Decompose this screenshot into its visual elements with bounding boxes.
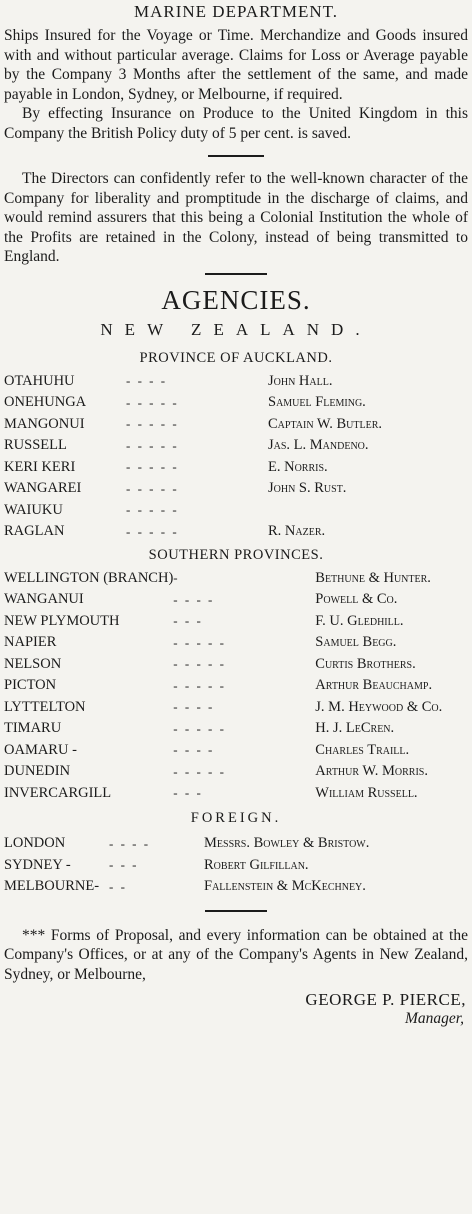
agent-agent: Powell & Co. (315, 591, 398, 608)
agent-dots: - - - - - (126, 502, 179, 518)
agent-dots: - - - - (126, 373, 168, 389)
agent-row (4, 457, 468, 479)
agent-row (4, 392, 468, 414)
auckland-heading: PROVINCE OF AUCKLAND. (139, 349, 333, 366)
agent-row (4, 568, 468, 590)
agent-agent: Messrs. Bowley & Bristow. (204, 835, 370, 852)
agent-row (4, 478, 468, 500)
agent-dots: - - - (173, 785, 203, 801)
agent-row (4, 521, 468, 543)
foreign-heading: FOREIGN. (190, 810, 282, 826)
agent-dots: - - - - - (173, 656, 226, 672)
agent-place: PICTON (4, 677, 57, 694)
southern-agents-table (4, 568, 468, 805)
agent-dots: - - - - (109, 835, 151, 851)
agent-row (4, 589, 468, 611)
agent-row (4, 697, 468, 719)
agent-place: WAIUKU (4, 501, 63, 518)
agent-place: OAMARU - (4, 741, 77, 758)
agent-row (4, 371, 468, 393)
agent-agent: R. Nazer. (268, 523, 326, 540)
agent-place: INVERCARGILL (4, 784, 112, 801)
foreign-agents-table (4, 833, 468, 898)
agent-agent: H. J. LeCren. (315, 720, 395, 737)
agent-dots: - - - - - (126, 480, 179, 496)
agent-row (4, 761, 468, 783)
agent-place: LONDON (4, 835, 66, 852)
agent-dots: - (173, 570, 180, 586)
signature-title: Manager, (405, 1010, 464, 1027)
agent-row (4, 611, 468, 633)
agent-dots: - - - (173, 613, 203, 629)
agent-place: LYTTELTON (4, 698, 86, 715)
agent-agent: Arthur W. Morris. (315, 763, 428, 780)
auckland-agents-table (4, 371, 468, 543)
agent-dots: - - - - - (126, 437, 179, 453)
agent-agent: J. M. Heywood & Co. (315, 698, 443, 715)
agent-place: WANGANUI (4, 591, 84, 608)
marine-paragraph-3: The Directors can confidently refer to the well-known character of the Company for liberality and promptitude in the discharge of claims, and would remind assurers that this being a Colonial Institution the whole of the Profits are retained in the Colony, instead of being transmitted to England. (4, 170, 468, 265)
divider-rule (208, 155, 264, 157)
divider-rule (205, 910, 267, 912)
divider-rule (205, 273, 267, 275)
agent-row (4, 855, 468, 877)
agent-dots: - - - - - (173, 677, 226, 693)
agent-dots: - - - - (173, 591, 215, 607)
agent-row (4, 740, 468, 762)
footer-note: *** Forms of Proposal, and every information can be obtained at the Company's Offices, or at any of the Company's Agents in New Zealand, Sydney, or Melbourne, (4, 926, 468, 983)
agent-place: RUSSELL (4, 437, 67, 454)
agent-agent: Charles Traill. (315, 741, 410, 758)
agent-place: KERI KERI (4, 458, 76, 475)
agent-agent (268, 500, 468, 522)
agent-row (4, 718, 468, 740)
agencies-title: AGENCIES. (161, 284, 311, 315)
agent-dots: - - - (109, 857, 139, 873)
agent-agent: F. U. Gledhill. (315, 612, 404, 629)
agent-dots: - - - - (173, 742, 215, 758)
agent-agent: Samuel Fleming. (268, 394, 366, 411)
agent-row (4, 833, 468, 855)
agent-row (4, 876, 468, 898)
marine-paragraph-2: By effecting Insurance on Produce to the United Kingdom in this Company the British Policy duty of 5 per cent. is saved. (4, 105, 468, 142)
agent-place: TIMARU (4, 720, 62, 737)
agent-row (4, 783, 468, 805)
agent-place: RAGLAN (4, 523, 65, 540)
agent-row (4, 500, 468, 522)
agent-agent: Arthur Beauchamp. (315, 677, 433, 694)
agent-place: NAPIER (4, 634, 57, 651)
country-heading: NEW ZEALAND. (100, 319, 372, 339)
agent-dots: - - - - - (126, 394, 179, 410)
agent-agent: Samuel Begg. (315, 634, 397, 651)
agent-dots: - - (109, 878, 127, 894)
agent-place: MANGONUI (4, 415, 85, 432)
agent-place: MELBOURNE- (4, 878, 100, 895)
agent-agent: Fallenstein & McKechney. (204, 878, 366, 895)
agent-agent: John Hall. (268, 372, 333, 389)
agent-agent: Jas. L. Mandeno. (268, 437, 369, 454)
agent-agent: John S. Rust. (268, 480, 347, 497)
agent-agent: Bethune & Hunter. (315, 569, 431, 586)
agent-place: SYDNEY - (4, 856, 71, 873)
agent-place: WANGAREI (4, 480, 82, 497)
signature-name: GEORGE P. PIERCE, (305, 990, 466, 1009)
agent-row (4, 675, 468, 697)
agent-agent: Curtis Brothers. (315, 655, 416, 672)
agent-place: WELLINGTON (BRANCH) (4, 569, 174, 586)
agent-dots: - - - - (173, 699, 215, 715)
agent-agent: Robert Gilfillan. (204, 856, 309, 873)
agent-place: NEW PLYMOUTH (4, 612, 120, 629)
marine-paragraph-1: Ships Insured for the Voyage or Time. Merchandize and Goods insured with and without particular average. Claims for Loss or Average payable by the Company 3 Months after the settlement of the same, and made payable in London, Sydney, or Melbourne, if required. (4, 27, 468, 103)
agent-agent: William Russell. (315, 784, 418, 801)
agent-dots: - - - - - (173, 720, 226, 736)
agent-dots: - - - - - (126, 459, 179, 475)
advertisement-page (0, 2, 472, 1214)
agent-dots: - - - - - (173, 634, 226, 650)
agent-dots: - - - - - (126, 523, 179, 539)
agent-place: OTAHUHU (4, 372, 75, 389)
agent-dots: - - - - - (126, 416, 179, 432)
agent-row (4, 414, 468, 436)
agent-place: ONEHUNGA (4, 394, 87, 411)
agent-row (4, 632, 468, 654)
southern-heading: SOUTHERN PROVINCES. (148, 546, 324, 563)
agent-dots: - - - - - (173, 763, 226, 779)
marine-heading: MARINE DEPARTMENT. (134, 2, 338, 21)
agent-row (4, 435, 468, 457)
agent-agent: Captain W. Butler. (268, 415, 383, 432)
agent-place: DUNEDIN (4, 763, 71, 780)
agent-place: NELSON (4, 655, 62, 672)
agent-agent: E. Norris. (268, 458, 328, 475)
agent-row (4, 654, 468, 676)
